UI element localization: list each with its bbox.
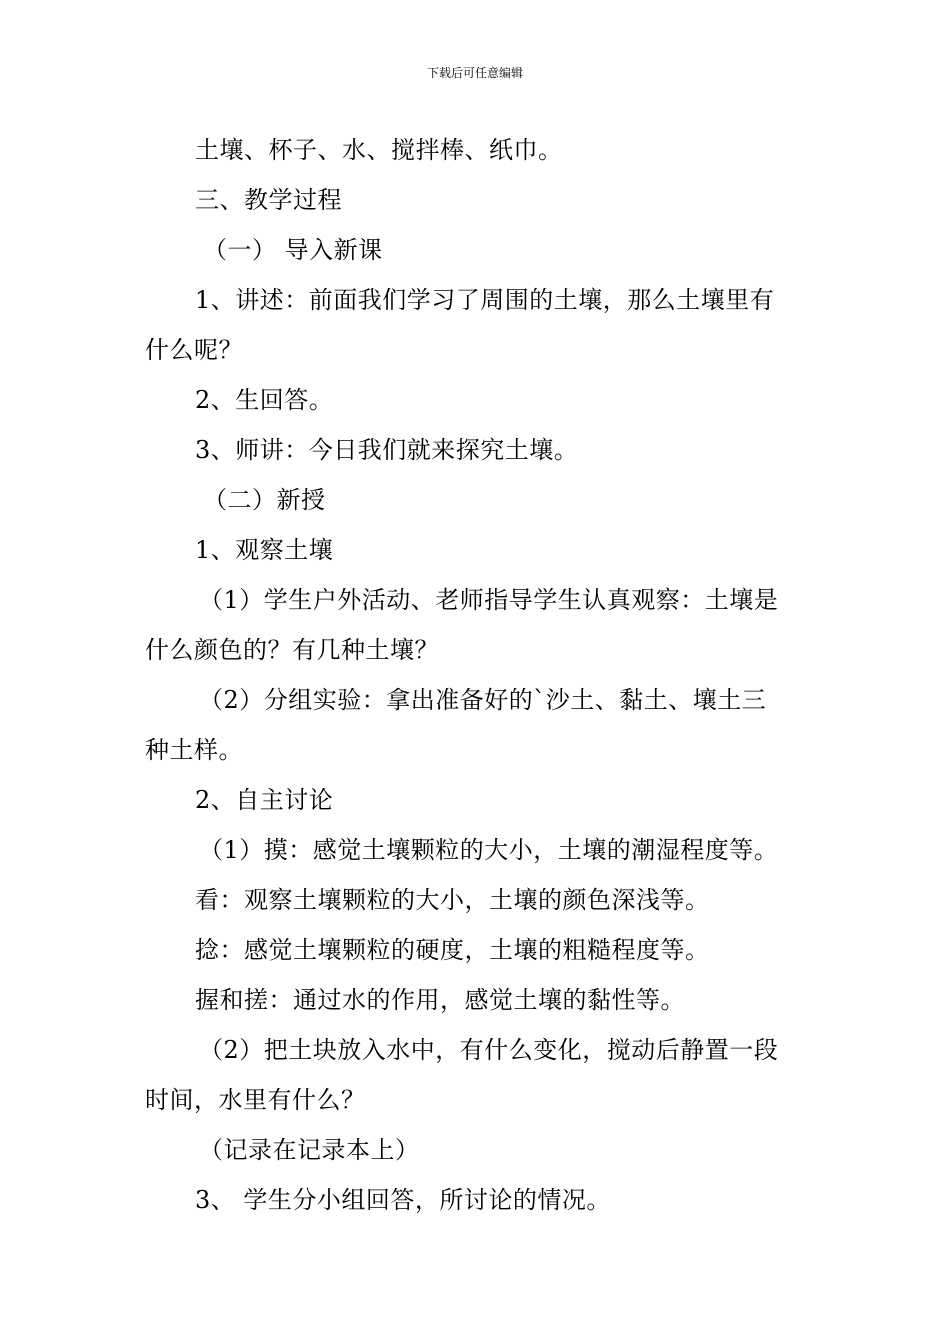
text-line: 什么呢？ — [145, 336, 243, 364]
text-line: 土壤、杯子、水、搅拌棒、纸巾。 — [195, 136, 563, 164]
text-line: （1）学生户外活动、老师指导学生认真观察：土壤是 — [199, 586, 779, 614]
text-line: 什么颜色的？有几种土壤？ — [145, 636, 439, 664]
subsection-heading: （一） 导入新课 — [203, 236, 383, 264]
text-line: （2）分组实验：拿出准备好的`沙土、黏土、壤土三 — [199, 686, 767, 714]
subsection-heading: （二）新授 — [203, 486, 326, 514]
text-line: 3、师讲：今日我们就来探究土壤。 — [195, 436, 579, 464]
document-body — [145, 125, 825, 1225]
text-line: 1、讲述：前面我们学习了周围的土壤，那么土壤里有 — [195, 286, 775, 314]
text-line: 1、观察土壤 — [195, 536, 334, 564]
text-line: 2、生回答。 — [195, 386, 334, 414]
text-line: 种土样。 — [145, 736, 243, 764]
text-line: （记录在记录本上） — [199, 1136, 420, 1164]
text-line: （2）把土块放入水中，有什么变化，搅动后静置一段 — [199, 1036, 779, 1064]
section-heading: 三、教学过程 — [195, 186, 342, 214]
text-line: （1）摸：感觉土壤颗粒的大小，土壤的潮湿程度等。 — [199, 836, 779, 864]
text-line: 时间，水里有什么？ — [145, 1086, 366, 1114]
page-header: 下载后可任意编辑 — [426, 66, 523, 80]
text-line: 3、 学生分小组回答，所讨论的情况。 — [195, 1186, 611, 1214]
text-line: 握和搓：通过水的作用，感觉土壤的黏性等。 — [195, 986, 685, 1014]
text-line: 看：观察土壤颗粒的大小，土壤的颜色深浅等。 — [195, 886, 710, 914]
text-line: 2、自主讨论 — [195, 786, 334, 814]
text-line: 捻：感觉土壤颗粒的硬度，土壤的粗糙程度等。 — [195, 936, 710, 964]
